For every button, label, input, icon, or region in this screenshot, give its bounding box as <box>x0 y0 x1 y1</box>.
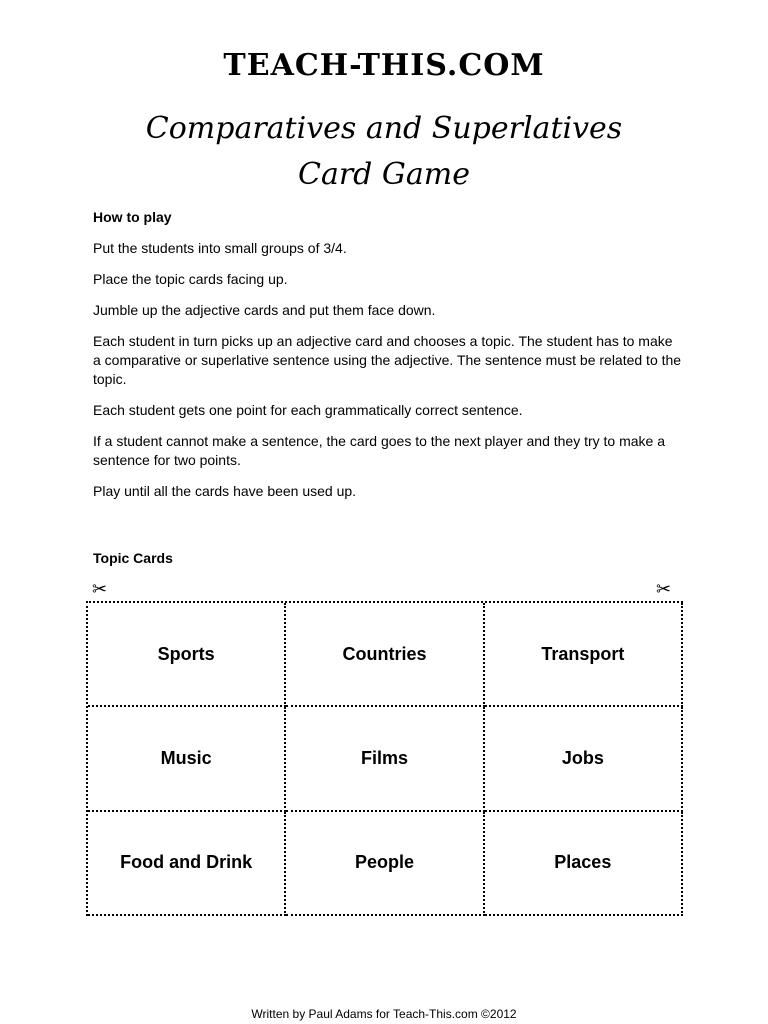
footer-credit: Written by Paul Adams for Teach-This.com ©2012 <box>251 1007 517 1021</box>
instruction-step: Place the topic cards facing up. <box>93 271 288 287</box>
topic-card: Food and Drink <box>88 812 286 916</box>
topic-card: Films <box>286 707 484 811</box>
instruction-step: If a student cannot make a sentence, the card goes to the next player and they try to make a sentence for two points. <box>93 433 666 468</box>
instruction-step: Jumble up the adjective cards and put them face down. <box>93 302 436 318</box>
scissors-icon: ✂ <box>656 579 672 599</box>
page-title <box>0 106 768 198</box>
title-line-1: Comparatives and Superlatives <box>145 111 623 146</box>
site-logo: TEACH-THIS.COM <box>223 48 545 83</box>
topic-card: Sports <box>88 603 286 707</box>
title-line-2: Card Game <box>298 157 470 192</box>
instruction-step: Each student gets one point for each grammatically correct sentence. <box>93 402 523 418</box>
topic-cards-grid <box>86 601 683 916</box>
instruction-step: Play until all the cards have been used up. <box>93 483 357 499</box>
topic-cards-heading: Topic Cards <box>93 550 173 566</box>
topic-card: People <box>286 812 484 916</box>
topic-card: Countries <box>286 603 484 707</box>
scissors-icon: ✂ <box>92 579 108 599</box>
topic-card: Transport <box>485 603 683 707</box>
instruction-step: Each student in turn picks up an adjective card and chooses a topic. The student has to make a comparative or superlative sentence using the adjective. The sentence must be related to the topic. <box>93 333 682 387</box>
instructions <box>93 208 683 513</box>
instruction-step: Put the students into small groups of 3/4. <box>93 240 347 256</box>
topic-card: Places <box>485 812 683 916</box>
how-to-play-heading: How to play <box>93 209 172 225</box>
topic-card: Music <box>88 707 286 811</box>
topic-card: Jobs <box>485 707 683 811</box>
